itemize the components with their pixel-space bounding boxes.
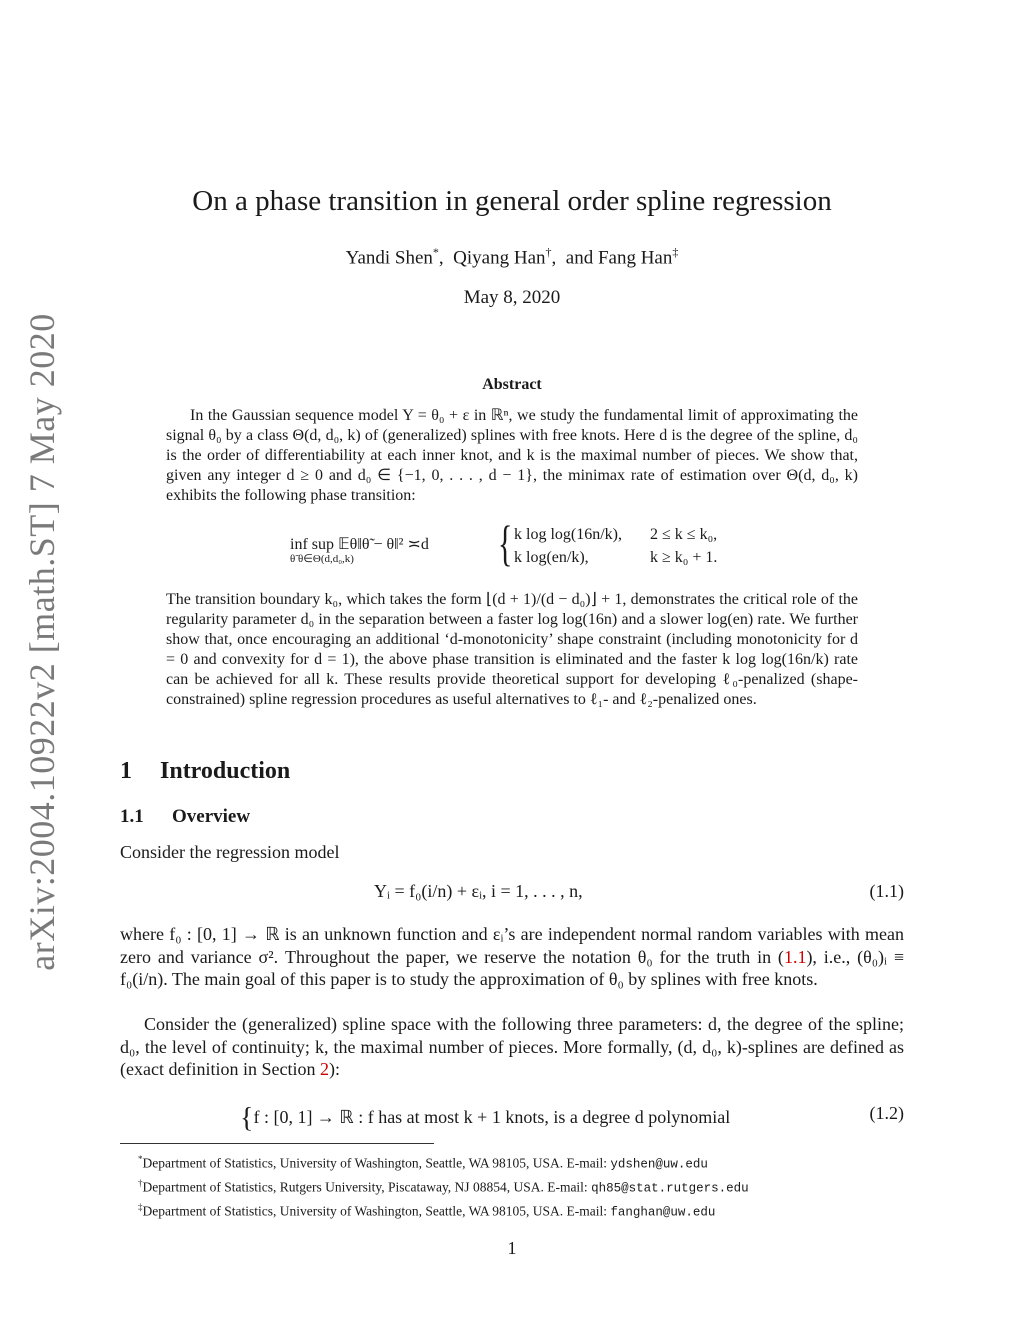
footnote-1-email[interactable]: ydshen@uw.edu xyxy=(610,1157,708,1172)
abstract-paragraph-2 xyxy=(166,590,858,710)
footnote-2-text: Department of Statistics, Rutgers University, Piscataway, NJ 08854, USA. E-mail: xyxy=(142,1179,592,1195)
author-1: Yandi Shen xyxy=(345,247,433,269)
body-text-spline-a: Consider the (generalized) spline space with the following three parameters: d, the degree of the spline; d₀, the level of continuity; k, the maximal number of pieces. More formally, (d, d₀, k)-splines are defined as (exact definition in Section xyxy=(120,1014,904,1079)
body-text-consider: Consider the regression model xyxy=(120,842,340,862)
footnote-2-email[interactable]: qh85@stat.rutgers.edu xyxy=(591,1181,749,1196)
equation-1-2-brace: { xyxy=(240,1103,254,1134)
equation-1-1 xyxy=(120,881,904,905)
abstract-heading: Abstract xyxy=(482,376,542,393)
section-ref-link[interactable]: 2 xyxy=(319,1059,329,1079)
footnotes xyxy=(138,1150,918,1222)
footnote-2 xyxy=(138,1174,918,1198)
footnote-3-text: Department of Statistics, University of Washington, Seattle, WA 98105, USA. E-mail: xyxy=(142,1203,611,1219)
footnote-3-email[interactable]: fanghan@uw.edu xyxy=(610,1205,716,1220)
case-1-rate: k log log(16n/k), xyxy=(514,526,622,543)
subsection-heading-overview xyxy=(120,806,250,828)
subsection-title: Overview xyxy=(172,806,251,827)
footnote-2-mark: † xyxy=(138,1178,143,1188)
page-number: 1 xyxy=(507,1238,517,1258)
arxiv-identifier: arXiv:2004.10922v2 [math.ST] 7 May 2020 xyxy=(22,313,62,971)
equation-ref-link[interactable]: 1.1 xyxy=(783,946,807,967)
minimax-lhs-subscripts: θ̃ θ∈Θ(d,d₀,k) xyxy=(290,553,354,565)
equation-1-2-content xyxy=(240,1103,730,1135)
equation-1-2 xyxy=(120,1103,904,1134)
minimax-display-equation xyxy=(290,515,750,576)
case-1-condition: 2 ≤ k ≤ k₀, xyxy=(650,526,718,543)
abstract-paragraph-1 xyxy=(166,406,858,506)
body-paragraph-consider xyxy=(120,841,904,864)
abstract-text-2: The transition boundary k₀, which takes the form ⌊(d + 1)/(d − d₀)⌋ + 1, demonstrates the critical role of the regularity parameter d₀ in the separation between a faster log log(16n) and a slower log(en) rate. We further show that, once encouraging an additional ‘d-monotonicity’ shape constraint (including monotonicity for d = 0 and convexity for d = 1), the above phase transition is eliminated and the faster k log log(16n/k) rate can be achieved for all k. These results provide theoretical support for developing ℓ₀-penalized (shape-constrained) spline regression procedures as useful alternatives to ℓ₁- and ℓ₂-penalized ones. xyxy=(166,591,858,708)
abstract-text-1: In the Gaussian sequence model Y = θ₀ + ε in ℝⁿ, we study the fundamental limit of approximating the signal θ₀ by a class Θ(d, d₀, k) of (generalized) splines with free knots. Here d is the degree of the spline, d₀ is the order of differentiability at each inner knot, and k is the maximal number of pieces. We show that, given any integer d ≥ 0 and d₀ ∈ {−1, 0, . . . , d − 1}, the minimax rate of estimation over Θ(d, d₀, k) exhibits the following phase transition: xyxy=(166,407,858,504)
footnote-1-text: Department of Statistics, University of Washington, Seattle, WA 98105, USA. E-mail: xyxy=(142,1155,611,1171)
body-text-where-b: ), i.e., (θ₀)ᵢ ≡ f₀(i/n). The main goal of this paper is to study the approximation of θ₀ by splines with free knots. xyxy=(120,946,905,989)
footnote-3 xyxy=(138,1198,918,1222)
author-2-mark: † xyxy=(545,245,552,259)
case-2-condition: k ≥ k₀ + 1. xyxy=(650,549,718,566)
case-2-rate: k log(en/k), xyxy=(514,549,589,566)
author-3-mark: ‡ xyxy=(672,245,679,259)
author-list: Yandi Shen*, Qiyang Han†, and Fang Han‡ xyxy=(345,245,679,269)
author-connector: and xyxy=(565,247,594,269)
section-title: Introduction xyxy=(160,758,291,784)
footnote-1-mark: * xyxy=(138,1154,143,1164)
body-paragraph-spline xyxy=(120,1013,904,1081)
minimax-lhs xyxy=(290,534,429,565)
cases-brace: { xyxy=(498,515,513,571)
equation-1-1-tag: (1.1) xyxy=(869,881,904,901)
body-paragraph-where xyxy=(120,923,904,991)
arxiv-watermark xyxy=(0,0,70,1325)
subsection-number: 1.1 xyxy=(120,806,144,827)
section-number: 1 xyxy=(120,758,132,784)
minimax-lhs-expression: inf sup 𝔼θ‖θ̃ − θ‖² ≍d xyxy=(290,536,429,553)
author-2: Qiyang Han xyxy=(453,247,546,269)
paper-date: May 8, 2020 xyxy=(463,287,561,308)
paper-title: On a phase transition in general order spline regression xyxy=(192,185,832,217)
body-text-where-a: where f₀ : [0, 1] → ℝ is an unknown function and εᵢ’s are independent normal random variables with mean zero and variance σ². Throughout the paper, we reserve the notation θ₀ for the truth in ( xyxy=(120,924,904,967)
section-heading-introduction xyxy=(120,758,290,785)
footnote-divider xyxy=(120,1143,434,1144)
footnote-3-mark: ‡ xyxy=(138,1202,143,1212)
equation-1-1-content: Yᵢ = f₀(i/n) + εᵢ, i = 1, . . . , n, xyxy=(374,881,583,901)
equation-1-2-text: f : [0, 1] → ℝ : f has at most k + 1 knots, is a degree d polynomial xyxy=(253,1107,731,1127)
footnote-1 xyxy=(138,1150,918,1174)
author-3: Fang Han xyxy=(597,247,673,269)
author-1-mark: * xyxy=(432,245,439,259)
equation-1-2-tag: (1.2) xyxy=(869,1103,904,1123)
body-text-spline-b: ): xyxy=(328,1059,340,1079)
